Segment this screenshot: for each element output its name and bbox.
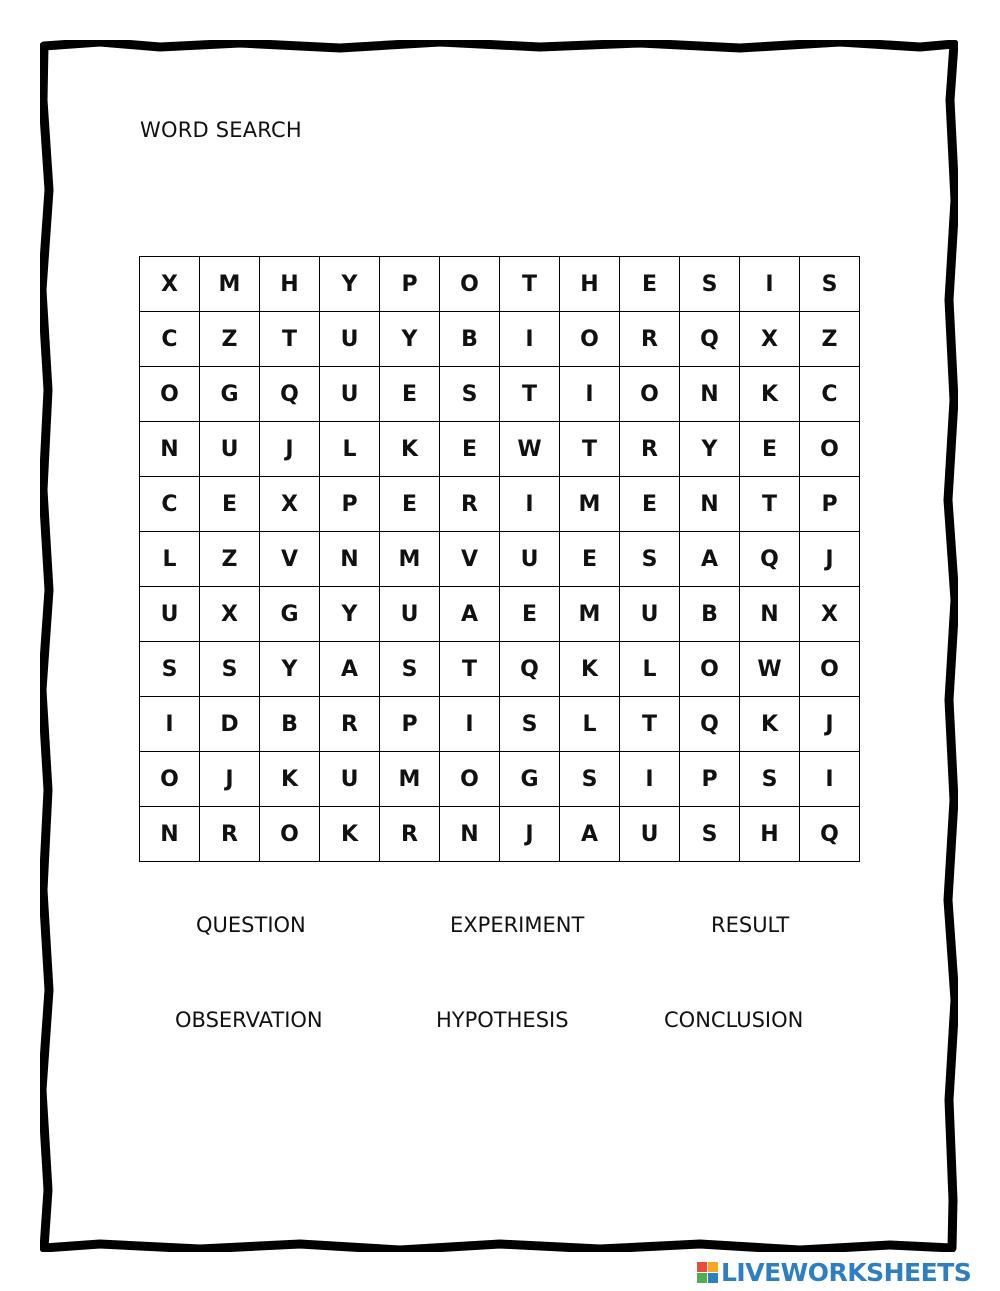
grid-cell: I: [500, 312, 560, 367]
grid-cell: E: [560, 532, 620, 587]
grid-cell: L: [620, 642, 680, 697]
grid-cell: E: [620, 257, 680, 312]
grid-cell: N: [140, 807, 200, 862]
grid-cell: T: [500, 367, 560, 422]
grid-cell: R: [620, 312, 680, 367]
grid-cell: P: [800, 477, 860, 532]
grid-cell: H: [560, 257, 620, 312]
grid-cell: S: [740, 752, 800, 807]
grid-cell: U: [140, 587, 200, 642]
grid-cell: S: [380, 642, 440, 697]
grid-cell: Q: [260, 367, 320, 422]
grid-cell: I: [440, 697, 500, 752]
grid-cell: Y: [320, 257, 380, 312]
grid-cell: U: [380, 587, 440, 642]
grid-cell: N: [680, 367, 740, 422]
grid-cell: O: [140, 367, 200, 422]
grid-cell: K: [560, 642, 620, 697]
grid-cell: U: [500, 532, 560, 587]
grid-cell: K: [260, 752, 320, 807]
grid-cell: T: [440, 642, 500, 697]
grid-cell: E: [740, 422, 800, 477]
grid-row: [140, 587, 860, 642]
grid-cell: B: [260, 697, 320, 752]
grid-cell: C: [800, 367, 860, 422]
grid-cell: I: [500, 477, 560, 532]
grid-cell: P: [680, 752, 740, 807]
grid-cell: I: [620, 752, 680, 807]
grid-cell: M: [380, 752, 440, 807]
grid-cell: P: [380, 697, 440, 752]
grid-cell: X: [140, 257, 200, 312]
grid-cell: O: [680, 642, 740, 697]
grid-cell: Y: [260, 642, 320, 697]
grid-cell: O: [620, 367, 680, 422]
grid-cell: P: [380, 257, 440, 312]
grid-cell: J: [260, 422, 320, 477]
grid-cell: A: [440, 587, 500, 642]
word-search-grid: [139, 256, 860, 862]
grid-cell: X: [800, 587, 860, 642]
grid-cell: N: [440, 807, 500, 862]
liveworksheets-logo: [697, 1257, 971, 1287]
grid-cell: E: [500, 587, 560, 642]
grid-cell: S: [200, 642, 260, 697]
grid-cell: N: [740, 587, 800, 642]
grid-cell: U: [200, 422, 260, 477]
grid-cell: P: [320, 477, 380, 532]
word-result: RESULT: [711, 913, 790, 937]
grid-cell: U: [320, 312, 380, 367]
grid-cell: K: [740, 367, 800, 422]
grid-cell: K: [740, 697, 800, 752]
grid-cell: U: [320, 752, 380, 807]
grid-row: [140, 532, 860, 587]
grid-cell: W: [500, 422, 560, 477]
grid-cell: S: [500, 697, 560, 752]
grid-cell: S: [620, 532, 680, 587]
grid-cell: X: [260, 477, 320, 532]
grid-cell: Q: [740, 532, 800, 587]
word-experiment: EXPERIMENT: [450, 913, 585, 937]
grid-cell: B: [680, 587, 740, 642]
grid-row: [140, 752, 860, 807]
grid-cell: Q: [680, 312, 740, 367]
grid-cell: L: [320, 422, 380, 477]
grid-cell: W: [740, 642, 800, 697]
grid-cell: I: [560, 367, 620, 422]
grid-cell: G: [260, 587, 320, 642]
grid-cell: U: [320, 367, 380, 422]
grid-cell: M: [560, 477, 620, 532]
grid-cell: N: [140, 422, 200, 477]
grid-cell: D: [200, 697, 260, 752]
grid-cell: E: [440, 422, 500, 477]
grid-cell: I: [800, 752, 860, 807]
grid-cell: A: [560, 807, 620, 862]
grid-cell: R: [620, 422, 680, 477]
grid-cell: R: [440, 477, 500, 532]
grid-cell: S: [140, 642, 200, 697]
grid-cell: H: [740, 807, 800, 862]
grid-cell: M: [200, 257, 260, 312]
grid-row: [140, 477, 860, 532]
grid-cell: T: [260, 312, 320, 367]
grid-cell: M: [380, 532, 440, 587]
grid-cell: T: [620, 697, 680, 752]
grid-cell: S: [680, 807, 740, 862]
logo-text: LIVEWORKSHEETS: [721, 1257, 972, 1287]
grid-cell: T: [500, 257, 560, 312]
grid-cell: G: [500, 752, 560, 807]
grid-cell: I: [740, 257, 800, 312]
word-observation: OBSERVATION: [175, 1008, 323, 1032]
grid-cell: R: [320, 697, 380, 752]
grid-cell: K: [320, 807, 380, 862]
grid-cell: R: [200, 807, 260, 862]
grid-cell: E: [620, 477, 680, 532]
word-question: QUESTION: [196, 913, 306, 937]
grid-cell: E: [200, 477, 260, 532]
grid-cell: E: [380, 477, 440, 532]
grid-cell: I: [140, 697, 200, 752]
grid-cell: Z: [800, 312, 860, 367]
grid-cell: U: [620, 807, 680, 862]
grid-row: [140, 642, 860, 697]
grid-cell: S: [440, 367, 500, 422]
grid-cell: E: [380, 367, 440, 422]
grid-cell: Q: [500, 642, 560, 697]
grid-cell: Y: [320, 587, 380, 642]
grid-cell: X: [740, 312, 800, 367]
grid-cell: J: [200, 752, 260, 807]
grid-cell: A: [680, 532, 740, 587]
grid-cell: H: [260, 257, 320, 312]
grid-cell: O: [440, 257, 500, 312]
grid-cell: O: [140, 752, 200, 807]
grid-cell: N: [320, 532, 380, 587]
grid-row: [140, 697, 860, 752]
grid-row: [140, 422, 860, 477]
grid-cell: R: [380, 807, 440, 862]
word-hypothesis: HYPOTHESIS: [436, 1008, 569, 1032]
grid-cell: N: [680, 477, 740, 532]
grid-cell: Y: [380, 312, 440, 367]
grid-cell: Q: [680, 697, 740, 752]
word-conclusion: CONCLUSION: [664, 1008, 804, 1032]
grid-cell: O: [800, 642, 860, 697]
grid-cell: L: [140, 532, 200, 587]
grid-cell: V: [440, 532, 500, 587]
grid-cell: C: [140, 477, 200, 532]
grid-cell: U: [620, 587, 680, 642]
grid-row: [140, 367, 860, 422]
grid-cell: B: [440, 312, 500, 367]
grid-row: [140, 257, 860, 312]
grid-cell: Q: [800, 807, 860, 862]
logo-icon: [697, 1262, 718, 1283]
grid-cell: M: [560, 587, 620, 642]
grid-row: [140, 807, 860, 862]
page-title: WORD SEARCH: [140, 118, 302, 142]
grid-cell: V: [260, 532, 320, 587]
grid-cell: A: [320, 642, 380, 697]
grid-cell: Y: [680, 422, 740, 477]
grid-cell: O: [560, 312, 620, 367]
grid-cell: G: [200, 367, 260, 422]
grid-cell: Z: [200, 532, 260, 587]
grid-cell: J: [500, 807, 560, 862]
grid-cell: S: [680, 257, 740, 312]
grid-cell: S: [800, 257, 860, 312]
grid-row: [140, 312, 860, 367]
grid-cell: O: [260, 807, 320, 862]
grid-cell: T: [560, 422, 620, 477]
grid-cell: T: [740, 477, 800, 532]
grid-cell: S: [560, 752, 620, 807]
grid-cell: K: [380, 422, 440, 477]
grid-cell: X: [200, 587, 260, 642]
grid-cell: J: [800, 532, 860, 587]
grid-cell: O: [440, 752, 500, 807]
grid-cell: C: [140, 312, 200, 367]
grid-cell: L: [560, 697, 620, 752]
grid-cell: O: [800, 422, 860, 477]
grid-cell: Z: [200, 312, 260, 367]
grid-cell: J: [800, 697, 860, 752]
